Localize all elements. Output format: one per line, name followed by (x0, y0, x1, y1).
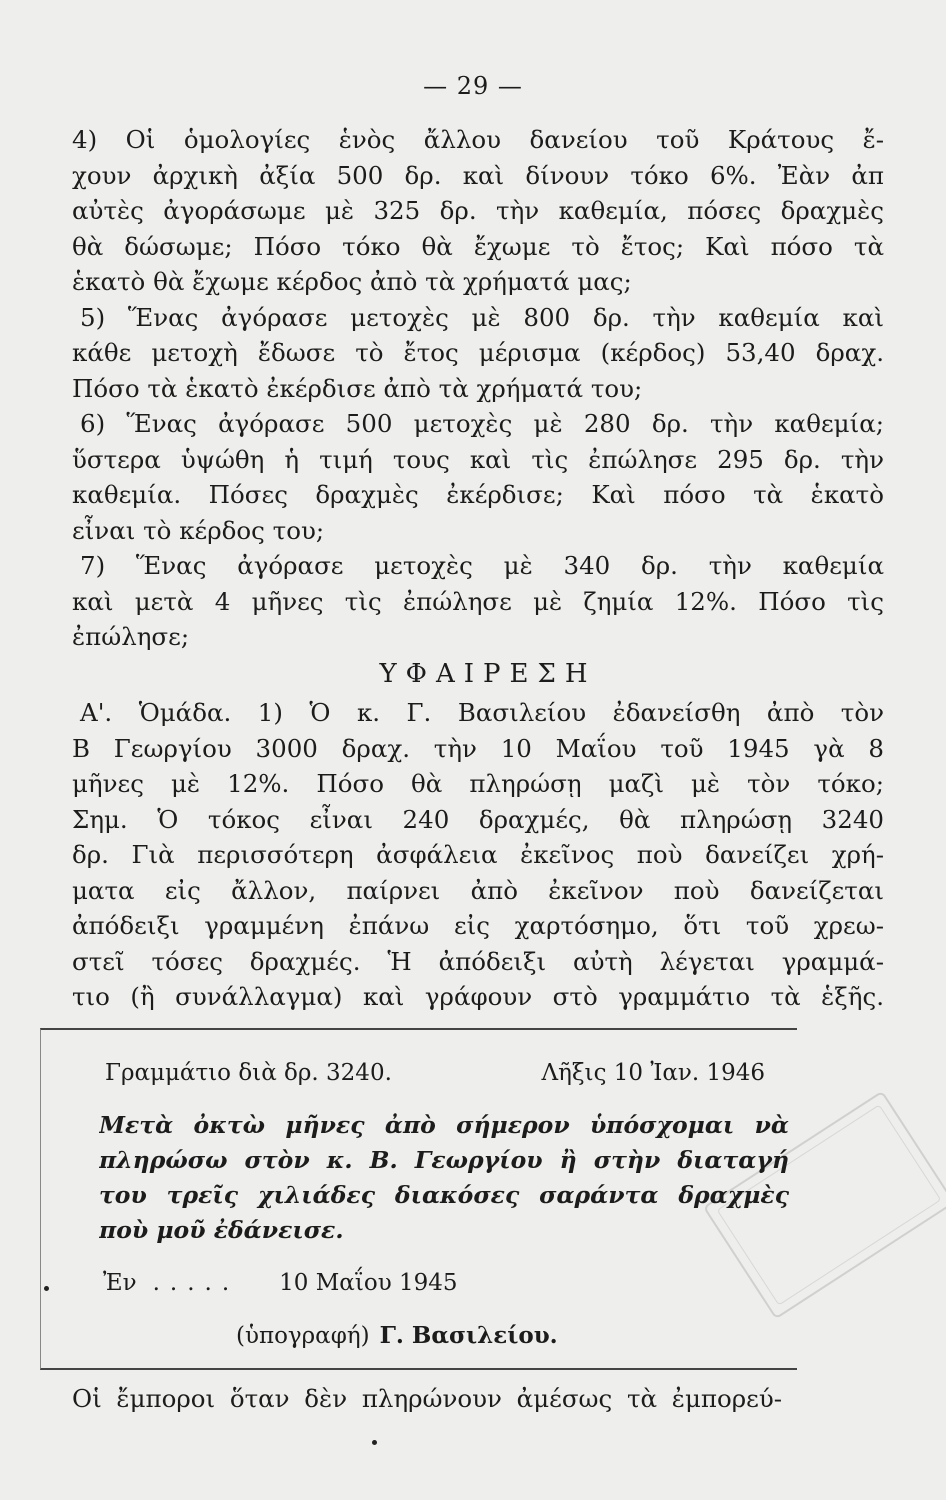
section-heading: ΥΦΑΙΡΕΣΗ (379, 658, 597, 689)
text-line: ἐπώλησε; (72, 622, 190, 651)
signature-label: (ὑπογραφή) (236, 1323, 370, 1349)
text-line: κάθε μετοχὴ ἔδωσε τὸ ἔτος μέρισμα (κέρδος) 53,40 δραχ. (72, 338, 884, 367)
bullet-dot (372, 1440, 377, 1445)
note-dots: ..... (152, 1270, 240, 1296)
text-line: στεῖ τόσες δραχμές. Ἡ ἀπόδειξι αὐτὴ λέγεται γραμμά- (72, 946, 884, 976)
text-line: θὰ δώσωμε; Πόσο τόκο θὰ ἔχωμε τὸ ἔτος; Καὶ πόσο τὰ (72, 231, 884, 261)
note-place-date (103, 1270, 458, 1296)
text-line: μῆνες μὲ 12%. Πόσο θὰ πληρώσῃ μαζὶ μὲ τὸν τόκο; (72, 769, 884, 798)
note-line: Μετὰ ὀκτὼ μῆνες ἀπὸ σήμερον ὑπόσχομαι νὰ (99, 1111, 789, 1139)
page-number: — 29 — (423, 72, 523, 100)
signature-name: Γ. Βασιλείου. (379, 1322, 558, 1349)
note-header (105, 1060, 765, 1086)
body-text (72, 122, 884, 1015)
text-line: 6) Ἕνας ἀγόρασε 500 μετοχὲς μὲ 280 δρ. τὴν καθεμία; (80, 409, 884, 438)
note-signature (236, 1322, 558, 1349)
text-line: χουν ἀρχικὴ ἀξία 500 δρ. καὶ δίνουν τόκο 6%. Ἐὰν ἀπ (72, 160, 884, 190)
text-line: 4) Οἱ ὁμολογίες ἑνὸς ἄλλου δανείου τοῦ Κράτους ἔ- (72, 125, 884, 154)
text-line: αὐτὲς ἀγοράσωμε μὲ 325 δρ. τὴν καθεμία, πόσες δραχμὲς (72, 196, 884, 225)
note-place: Ἐν (103, 1270, 137, 1296)
text-line: δρ. Γιὰ περισσότερη ἀσφάλεια ἐκεῖνος ποὺ δανείζει χρή- (72, 840, 884, 869)
promissory-note-box (40, 1028, 797, 1370)
text-line: εἶναι τὸ κέρδος του; (72, 515, 325, 545)
footer-text-line: Οἱ ἔμποροι ὅταν δὲν πληρώνουν ἀμέσως τὰ ἐμπορεύ- (72, 1384, 782, 1413)
note-date: 10 Μαΐου 1945 (279, 1270, 458, 1296)
text-line: καὶ μετὰ 4 μῆνες τὶς ἐπώλησε μὲ ζημία 12%. Πόσο τὶς (72, 586, 884, 616)
text-line: Πόσο τὰ ἑκατὸ ἐκέρδισε ἀπὸ τὰ χρήματά του; (72, 373, 643, 403)
text-line: ματα εἰς ἄλλον, παίρνει ἀπὸ ἐκεῖνον ποὺ δανείζεται (72, 875, 884, 905)
note-line: πληρώσω στὸν κ. Β. Γεωργίου ἢ στὴν διαταγή (99, 1146, 789, 1174)
note-maturity: Λῆξις 10 Ἰαν. 1946 (541, 1060, 765, 1086)
note-line: ποὺ μοῦ ἐδάνεισε. (99, 1216, 344, 1244)
text-line: Σημ. Ὁ τόκος εἶναι 240 δραχμές, θὰ πληρώσῃ 3240 (72, 804, 884, 834)
note-line: του τρεῖς χιλιάδες διακόσες σαράντα δραχμὲς (99, 1181, 789, 1209)
bullet-dot (44, 1286, 49, 1291)
text-line: 5) Ἕνας ἀγόρασε μετοχὲς μὲ 800 δρ. τὴν καθεμία καὶ (80, 302, 884, 332)
text-line: 7) Ἕνας ἀγόρασε μετοχὲς μὲ 340 δρ. τὴν καθεμία (80, 551, 884, 580)
text-line: ἀπόδειξι γραμμένη ἐπάνω εἰς χαρτόσημο, ὅτι τοῦ χρεω- (72, 911, 884, 940)
note-title: Γραμμάτιο διὰ δρ. 3240. (105, 1060, 392, 1086)
text-line: Α'. Ὁμάδα. 1) Ὁ κ. Γ. Βασιλείου ἐδανείσθη ἀπὸ τὸν (80, 698, 884, 727)
text-line: τιο (ἢ συνάλλαγμα) καὶ γράφουν στὸ γραμμάτιο τὰ ἑξῆς. (72, 982, 884, 1011)
note-body (99, 1108, 789, 1248)
text-line: καθεμία. Πόσες δραχμὲς ἐκέρδισε; Καὶ πόσο τὰ ἑκατὸ (72, 480, 884, 509)
text-line: ἑκατὸ θὰ ἔχωμε κέρδος ἀπὸ τὰ χρήματά μας; (72, 267, 632, 296)
text-line: Β Γεωργίου 3000 δραχ. τὴν 10 Μαΐου τοῦ 1945 γὰ 8 (72, 733, 884, 763)
text-line: ὕστερα ὑψώθη ἡ τιμή τους καὶ τὶς ἐπώλησε 295 δρ. τὴν (72, 444, 884, 474)
